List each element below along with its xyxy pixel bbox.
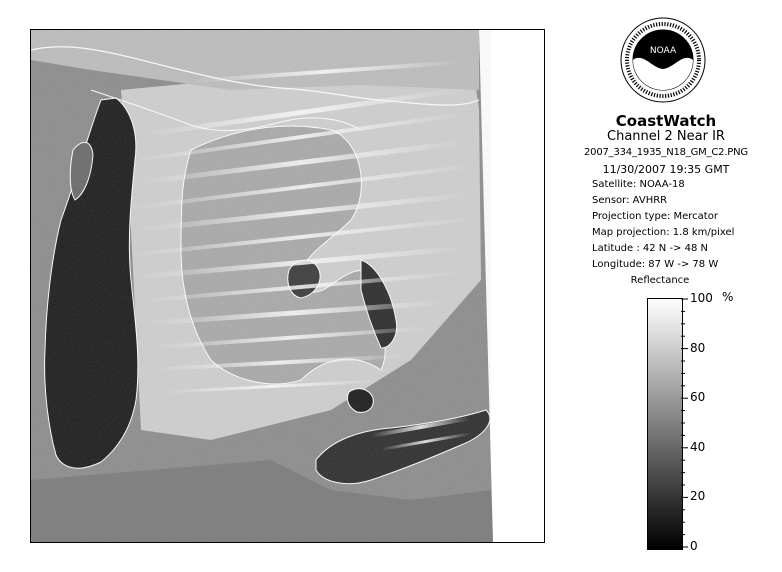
- meta-longitude: Longitude: 87 W -> 78 W: [592, 259, 719, 270]
- meta-satellite: Satellite: NOAA-18: [592, 179, 685, 190]
- product-title: CoastWatch: [615, 112, 717, 130]
- acquisition-datetime: 11/30/2007 19:35 GMT: [602, 163, 730, 176]
- colorbar-tick-label: 100: [690, 291, 713, 305]
- meta-latitude: Latitude : 42 N -> 48 N: [592, 243, 708, 254]
- meta-sensor: Sensor: AVHRR: [592, 195, 668, 206]
- colorbar-tick-label: 40: [690, 439, 706, 454]
- meta-projection-type: Projection type: Mercator: [592, 211, 718, 222]
- meta-map-projection: Map projection: 1.8 km/pixel: [592, 227, 735, 238]
- colorbar-tick-label: 60: [690, 390, 706, 405]
- noaa-logo: [620, 17, 706, 103]
- reflectance-colorbar: [647, 298, 683, 550]
- image-filename: 2007_334_1935_N18_GM_C2.PNG: [584, 147, 748, 158]
- satellite-image: [31, 30, 544, 542]
- channel-subtitle: Channel 2 Near IR: [607, 129, 725, 144]
- colorbar-tick-label: 0: [690, 539, 698, 553]
- satellite-image-panel: [30, 29, 545, 543]
- colorbar-unit: %: [722, 290, 734, 304]
- colorbar-tick-label: 20: [690, 489, 706, 504]
- colorbar-title: Reflectance: [630, 275, 690, 286]
- noaa-logo-text: NOAA: [649, 46, 677, 56]
- colorbar-tick-label: 80: [690, 340, 706, 355]
